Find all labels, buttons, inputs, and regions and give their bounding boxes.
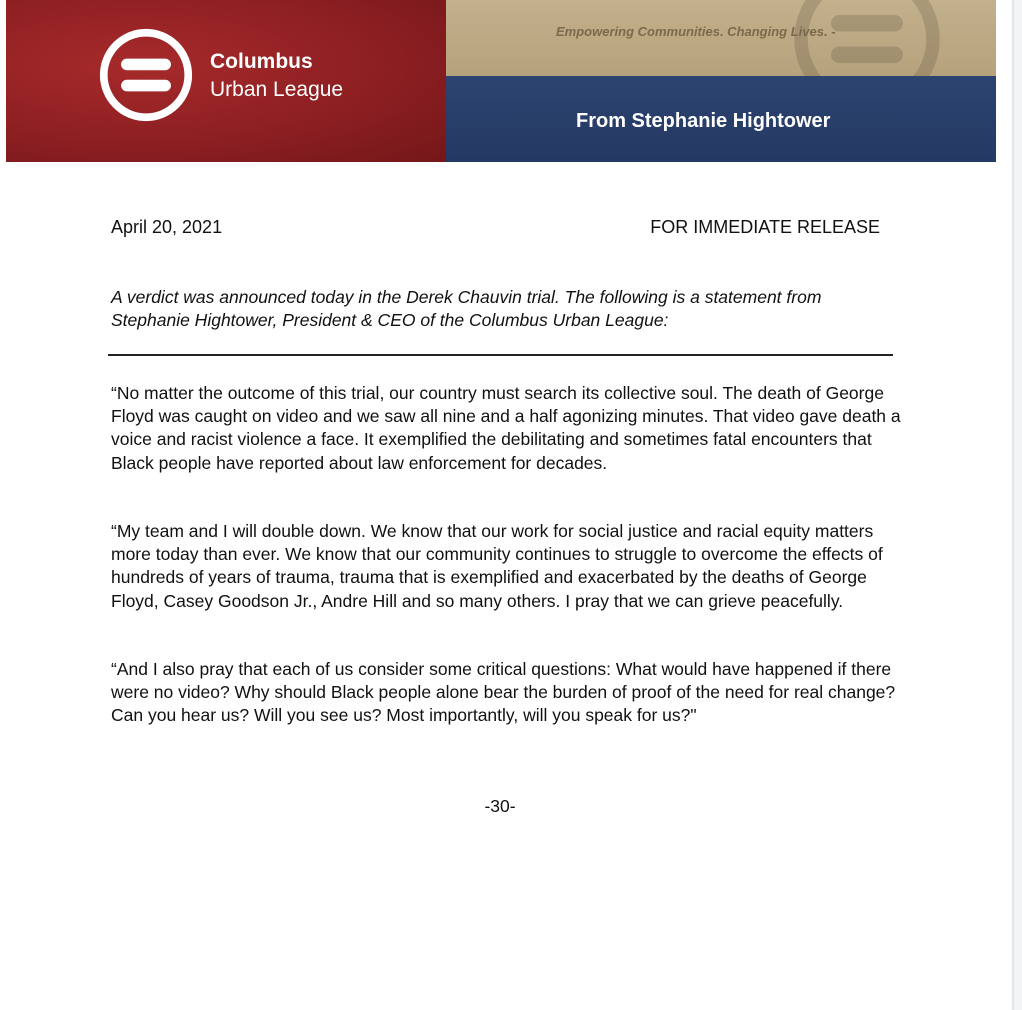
org-name (210, 48, 343, 104)
statement-paragraph-2: “My team and I will double down. We know that our work for social justice and racial equity matters more today than ever. We know that our community continues to struggle to overcome the effects of hundreds of years of trauma, trauma that is exemplified and exacerbated by the deaths of George Floyd, Casey Goodson Jr., Andre Hill and so many others. I pray that we can grieve peacefully. (111, 521, 883, 611)
end-mark: -30- (484, 796, 516, 816)
urban-league-logo-icon (98, 27, 194, 123)
banner-navy-panel (446, 76, 996, 162)
statement-paragraph-3: “And I also pray that each of us consider some critical questions: What would have happened if there were no video? Why should Black people alone bear the burden of proof of the need for real change? Can you hear us? Will you see us? Most importantly, will you speak for us?" (111, 659, 896, 726)
page-edge (1012, 0, 1014, 1010)
statement-paragraph-1: “No matter the outcome of this trial, our country must search its collective soul. The death of George Floyd was caught on video and we saw all nine and a half agonizing minutes. That video gave death a voice and racist violence a face. It exemplified the debilitating and sometimes fatal encounters that Black people have reported about law enforcement for decades. (111, 383, 901, 473)
release-date: April 20, 2021 (111, 217, 223, 237)
banner-tan-panel (446, 0, 996, 76)
org-name-line2: Urban League (210, 78, 344, 101)
intro-statement: A verdict was announced today in the Derek Chauvin trial. The following is a statement from Stephanie Hightower, President & CEO of the Columbus Urban League: (111, 287, 822, 330)
page-edge-shadow (1014, 0, 1022, 1010)
tagline: Empowering Communities. Changing Lives. - (556, 24, 836, 39)
from-line: From Stephanie Hightower (576, 110, 831, 132)
letterhead-banner (6, 0, 996, 162)
org-name-line1: Columbus (210, 50, 313, 73)
release-label: FOR IMMEDIATE RELEASE (650, 217, 880, 237)
divider-line (108, 354, 893, 356)
